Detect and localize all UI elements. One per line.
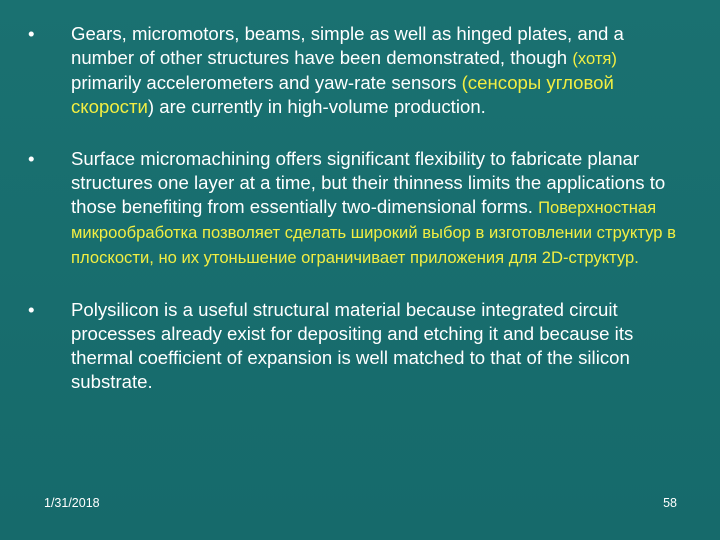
bullet-text: Gears, micromotors, beams, simple as well as hinged plates, and a number of other structures have been demonstrated, though (71, 23, 624, 68)
bullet-list (22, 22, 692, 394)
russian-translation: (сенсоры угловой скорости (71, 72, 614, 117)
bullet-text: Surface micromachining offers significant flexibility to fabricate planar structures one layer at a time, but their thinness limits the applications to those benefiting from essentially two-dimensional forms. (71, 148, 666, 217)
bullet-text: Polysilicon is a useful structural material because integrated circuit processes already exist for depositing and etching it and because its thermal coefficient of expansion is well matched to that of the silicon substrate. (71, 299, 634, 392)
russian-translation: (хотя) (572, 49, 617, 68)
bullet-text: primarily accelerometers and yaw-rate sensors (71, 72, 462, 93)
bullet-text: ) are currently in high-volume production. (147, 96, 486, 117)
russian-translation: Поверхностная микрообработка позволяет сделать широкий выбор в изготовлении структур в плоскости, но их утоньшение ограничивает приложения для 2D-структур. (71, 198, 676, 267)
bullet-marker: • (28, 299, 35, 320)
footer-date: 1/31/2018 (44, 496, 100, 510)
bullet-item-polysilicon (22, 298, 692, 394)
page-number: 58 (663, 496, 677, 510)
bullet-item-gears (22, 22, 692, 119)
bullet-marker: • (28, 23, 35, 44)
bullet-marker: • (28, 148, 35, 169)
bullet-item-surface-micromachining (22, 147, 692, 270)
